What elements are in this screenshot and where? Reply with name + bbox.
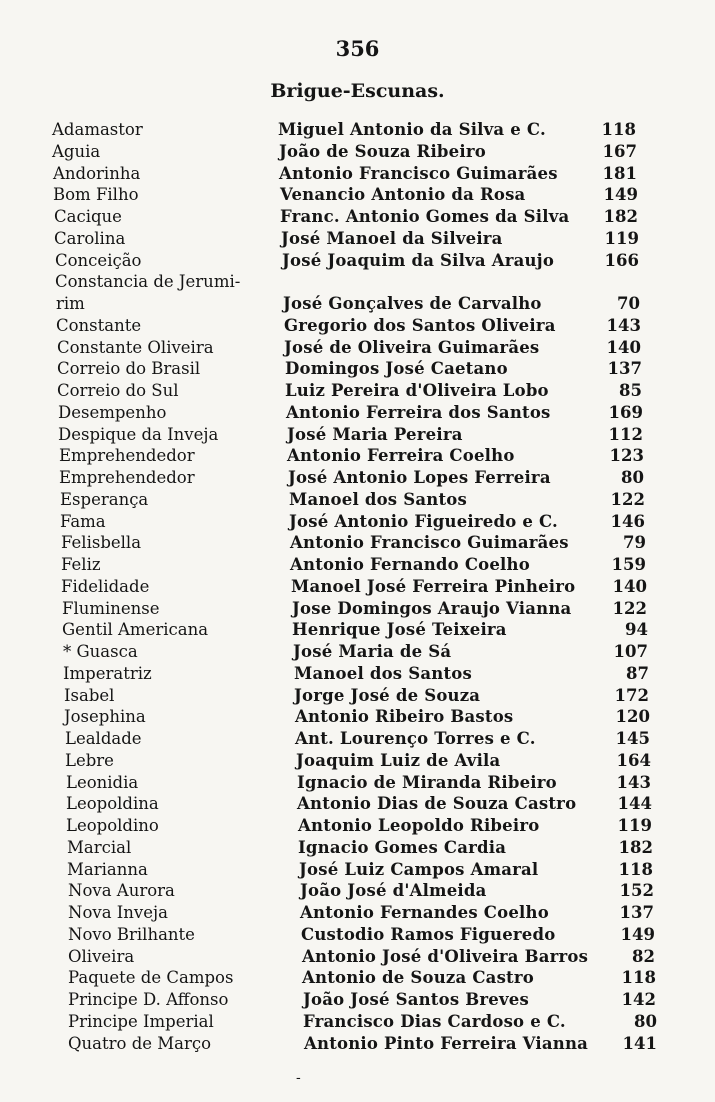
list-item [0, 228, 715, 250]
ship-name: Imperatriz [63, 664, 152, 683]
tonnage-value: 167 [602, 142, 637, 161]
owner-name: Antonio Francisco Guimarães [290, 533, 569, 552]
ship-name: Bom Filho [53, 185, 139, 204]
ship-name: Quatro de Março [68, 1034, 212, 1053]
tonnage-value: 140 [612, 577, 647, 596]
ship-name: Fama [60, 512, 106, 531]
owner-name: Antonio Ferreira dos Santos [286, 403, 551, 422]
owner-name: José de Oliveira Guimarães [284, 338, 540, 357]
list-item [0, 880, 715, 902]
list-item [0, 793, 715, 815]
owner-name: João José d'Almeida [300, 881, 487, 900]
owner-name: José Maria de Sá [293, 642, 452, 661]
owner-name: José Manoel da Silveira [281, 229, 503, 248]
owner-name: José Gonçalves de Carvalho [283, 294, 542, 313]
list-item [0, 358, 715, 380]
tonnage-value: 152 [619, 881, 654, 900]
list-item [0, 532, 715, 554]
tonnage-value: 122 [610, 490, 645, 509]
ship-name: Emprehendedor [59, 468, 195, 487]
tonnage-value: 142 [621, 990, 656, 1009]
ship-name: Leopoldina [66, 794, 159, 813]
tonnage-value: 137 [607, 359, 642, 378]
owner-name: Jorge José de Souza [294, 686, 481, 705]
list-item [0, 946, 715, 968]
tonnage-value: 169 [608, 403, 643, 422]
tonnage-value: 123 [609, 446, 644, 465]
footer-mark: - [296, 1070, 301, 1086]
owner-name: José Antonio Lopes Ferreira [288, 468, 551, 487]
ship-name: Esperança [60, 490, 149, 509]
owner-name: Jose Domingos Araujo Vianna [292, 599, 572, 618]
list-item [0, 206, 715, 228]
list-item [0, 772, 715, 794]
ship-name: Aguia [52, 142, 101, 161]
tonnage-value: 166 [604, 251, 639, 270]
tonnage-value: 118 [601, 120, 636, 139]
list-item [0, 728, 715, 750]
tonnage-value: 94 [625, 620, 648, 639]
tonnage-value: 137 [619, 903, 654, 922]
ship-name: Fidelidade [61, 577, 150, 596]
ship-name: Oliveira [68, 947, 135, 966]
tonnage-value: 87 [626, 664, 649, 683]
tonnage-value: 119 [604, 229, 639, 248]
owner-name: Miguel Antonio da Silva e C. [278, 120, 546, 139]
list-item [0, 619, 715, 641]
list-item [0, 293, 715, 315]
list-item [0, 315, 715, 337]
list-item [0, 163, 715, 185]
tonnage-value: 118 [618, 860, 653, 879]
ship-name: Carolina [54, 229, 126, 248]
ship-name: Despique da Inveja [58, 425, 219, 444]
list-item [0, 859, 715, 881]
owner-name: Antonio Ribeiro Bastos [295, 707, 514, 726]
tonnage-value: 80 [621, 468, 644, 487]
ship-name: Correio do Brasil [57, 359, 201, 378]
list-item [0, 271, 715, 293]
ship-name: Lealdade [65, 729, 142, 748]
ship-name: Emprehendedor [59, 446, 195, 465]
ship-name: Nova Aurora [68, 881, 175, 900]
list-item [0, 1011, 715, 1033]
ship-name: Constancia de Jerumi- [55, 272, 241, 291]
ship-name: Cacique [54, 207, 122, 226]
tonnage-value: 159 [611, 555, 646, 574]
owner-name: Joaquim Luiz de Avila [296, 751, 501, 770]
ship-name: Correio do Sul [57, 381, 179, 400]
ship-name: Constante Oliveira [57, 338, 214, 357]
list-item [0, 924, 715, 946]
owner-name: João de Souza Ribeiro [279, 142, 486, 161]
list-item [0, 337, 715, 359]
tonnage-value: 149 [620, 925, 655, 944]
list-item [0, 641, 715, 663]
ship-name: Josephina [64, 707, 146, 726]
list-item [0, 576, 715, 598]
ship-name: Andorinha [53, 164, 141, 183]
ship-name: Felisbella [61, 533, 142, 552]
list-item [0, 402, 715, 424]
tonnage-value: 182 [603, 207, 638, 226]
tonnage-value: 82 [632, 947, 655, 966]
tonnage-value: 112 [608, 425, 643, 444]
owner-name: Antonio Fernando Coelho [290, 555, 530, 574]
ship-name: Lebre [65, 751, 114, 770]
list-item [0, 837, 715, 859]
list-item [0, 445, 715, 467]
tonnage-value: 146 [610, 512, 645, 531]
list-item [0, 1033, 715, 1055]
ship-name: Marcial [67, 838, 132, 857]
tonnage-value: 181 [602, 164, 637, 183]
ship-name: Gentil Americana [62, 620, 209, 639]
list-item [0, 706, 715, 728]
tonnage-value: 145 [615, 729, 650, 748]
page-number: 356 [335, 36, 380, 61]
list-item [0, 989, 715, 1011]
list-item [0, 554, 715, 576]
list-item [0, 424, 715, 446]
owner-name: José Luiz Campos Amaral [299, 860, 539, 879]
ship-name: Marianna [67, 860, 148, 879]
list-item [0, 119, 715, 141]
ship-name: Constante [56, 316, 142, 335]
tonnage-value: 122 [612, 599, 647, 618]
owner-name: Domingos José Caetano [285, 359, 508, 378]
owner-name: Manoel dos Santos [289, 490, 467, 509]
owner-name: Antonio José d'Oliveira Barros [302, 947, 589, 966]
list-item [0, 663, 715, 685]
list-item [0, 250, 715, 272]
list-item [0, 141, 715, 163]
ship-name: Desempenho [58, 403, 167, 422]
tonnage-value: 143 [606, 316, 641, 335]
tonnage-value: 149 [603, 185, 638, 204]
owner-name: Gregorio dos Santos Oliveira [284, 316, 556, 335]
owner-name: Venancio Antonio da Rosa [280, 185, 526, 204]
ship-name: Adamastor [52, 120, 143, 139]
ship-name: Paquete de Campos [68, 968, 234, 987]
owner-name: José Joaquim da Silva Araujo [282, 251, 555, 270]
ship-name: Isabel [64, 686, 115, 705]
owner-name: Antonio de Souza Castro [302, 968, 534, 987]
ship-name: Conceição [55, 251, 142, 270]
ship-name: Leopoldino [66, 816, 159, 835]
owner-name: Antonio Pinto Ferreira Vianna [304, 1034, 589, 1053]
ship-name: Fluminense [62, 599, 160, 618]
list-item [0, 511, 715, 533]
owner-name: Luiz Pereira d'Oliveira Lobo [285, 381, 549, 400]
owner-name: José Maria Pereira [287, 425, 463, 444]
ship-name: rim [56, 294, 85, 313]
owner-name: Francisco Dias Cardoso e C. [303, 1012, 566, 1031]
tonnage-value: 80 [634, 1012, 657, 1031]
tonnage-value: 79 [623, 533, 646, 552]
ship-name: Principe D. Affonso [68, 990, 229, 1009]
owner-name: José Antonio Figueiredo e C. [289, 512, 558, 531]
owner-name: Franc. Antonio Gomes da Silva [280, 207, 570, 226]
list-item [0, 750, 715, 772]
ship-name: Principe Imperial [68, 1012, 214, 1031]
ship-name: Novo Brilhante [68, 925, 195, 944]
tonnage-value: 143 [616, 773, 651, 792]
tonnage-value: 119 [617, 816, 652, 835]
list-item [0, 380, 715, 402]
list-item [0, 685, 715, 707]
tonnage-value: 118 [621, 968, 656, 987]
tonnage-value: 140 [606, 338, 641, 357]
list-item [0, 598, 715, 620]
tonnage-value: 141 [622, 1034, 657, 1053]
tonnage-value: 164 [616, 751, 651, 770]
owner-name: Ant. Lourenço Torres e C. [295, 729, 536, 748]
list-item [0, 489, 715, 511]
ship-name: * Guasca [63, 642, 138, 661]
owner-name: João José Santos Breves [303, 990, 529, 1009]
list-item [0, 967, 715, 989]
tonnage-value: 144 [617, 794, 652, 813]
owner-name: Antonio Francisco Guimarães [279, 164, 558, 183]
owner-name: Manoel José Ferreira Pinheiro [291, 577, 576, 596]
ship-name: Nova Inveja [68, 903, 168, 922]
tonnage-value: 107 [613, 642, 648, 661]
owner-name: Antonio Fernandes Coelho [300, 903, 549, 922]
owner-name: Antonio Leopoldo Ribeiro [298, 816, 540, 835]
list-item [0, 815, 715, 837]
ship-name: Leonidia [66, 773, 139, 792]
owner-name: Custodio Ramos Figueredo [301, 925, 556, 944]
tonnage-value: 120 [615, 707, 650, 726]
tonnage-value: 182 [618, 838, 653, 857]
tonnage-value: 85 [619, 381, 642, 400]
list-item [0, 902, 715, 924]
owner-name: Antonio Ferreira Coelho [287, 446, 515, 465]
tonnage-value: 172 [614, 686, 649, 705]
ship-name: Feliz [61, 555, 101, 574]
owner-name: Manoel dos Santos [294, 664, 472, 683]
list-item [0, 467, 715, 489]
list-item [0, 184, 715, 206]
owner-name: Antonio Dias de Souza Castro [297, 794, 577, 813]
owner-name: Henrique José Teixeira [292, 620, 507, 639]
owner-name: Ignacio de Miranda Ribeiro [297, 773, 557, 792]
section-title: Brigue-Escunas. [270, 80, 445, 102]
owner-name: Ignacio Gomes Cardia [298, 838, 507, 857]
tonnage-value: 70 [617, 294, 640, 313]
